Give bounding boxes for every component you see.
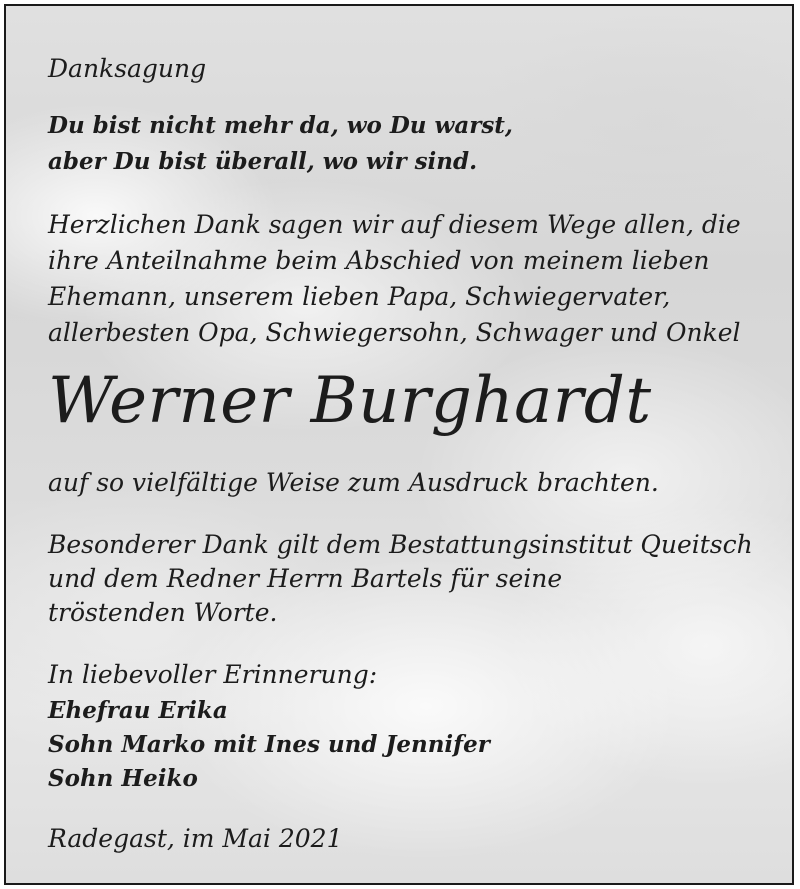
deceased-name: Werner Burghardt <box>48 364 652 438</box>
thanks-line: ihre Anteilnahme beim Abschied von meinem lieben <box>48 246 710 275</box>
special-thanks-line: und dem Redner Herrn Bartels für seine <box>48 564 563 593</box>
family-member: Sohn Heiko <box>48 765 198 792</box>
thanks-paragraph <box>48 207 741 351</box>
special-thanks-line: Besonderer Dank gilt dem Bestattungsinstitut Queitsch <box>48 530 753 559</box>
family-signature <box>48 694 490 796</box>
family-member: Sohn Marko mit Ines und Jennifer <box>48 731 490 758</box>
thanks-line: Ehemann, unserem lieben Papa, Schwiegervater, <box>48 282 671 311</box>
family-member: Ehefrau Erika <box>48 697 228 724</box>
thanks-line: Herzlichen Dank sagen wir auf diesem Wege allen, die <box>48 210 741 239</box>
motto-line: aber Du bist überall, wo wir sind. <box>48 148 478 175</box>
motto-line: Du bist nicht mehr da, wo Du warst, <box>48 112 513 139</box>
obituary-notice <box>4 4 794 885</box>
motto <box>48 108 513 180</box>
after-name-text: auf so vielfältige Weise zum Ausdruck brachten. <box>48 468 659 497</box>
place-date: Radegast, im Mai 2021 <box>48 824 343 853</box>
thanks-line: allerbesten Opa, Schwiegersohn, Schwager und Onkel <box>48 318 741 347</box>
heading: Danksagung <box>48 54 207 83</box>
special-thanks-line: tröstenden Worte. <box>48 598 278 627</box>
memory-label: In liebevoller Erinnerung: <box>48 660 378 689</box>
special-thanks-paragraph <box>48 528 753 630</box>
